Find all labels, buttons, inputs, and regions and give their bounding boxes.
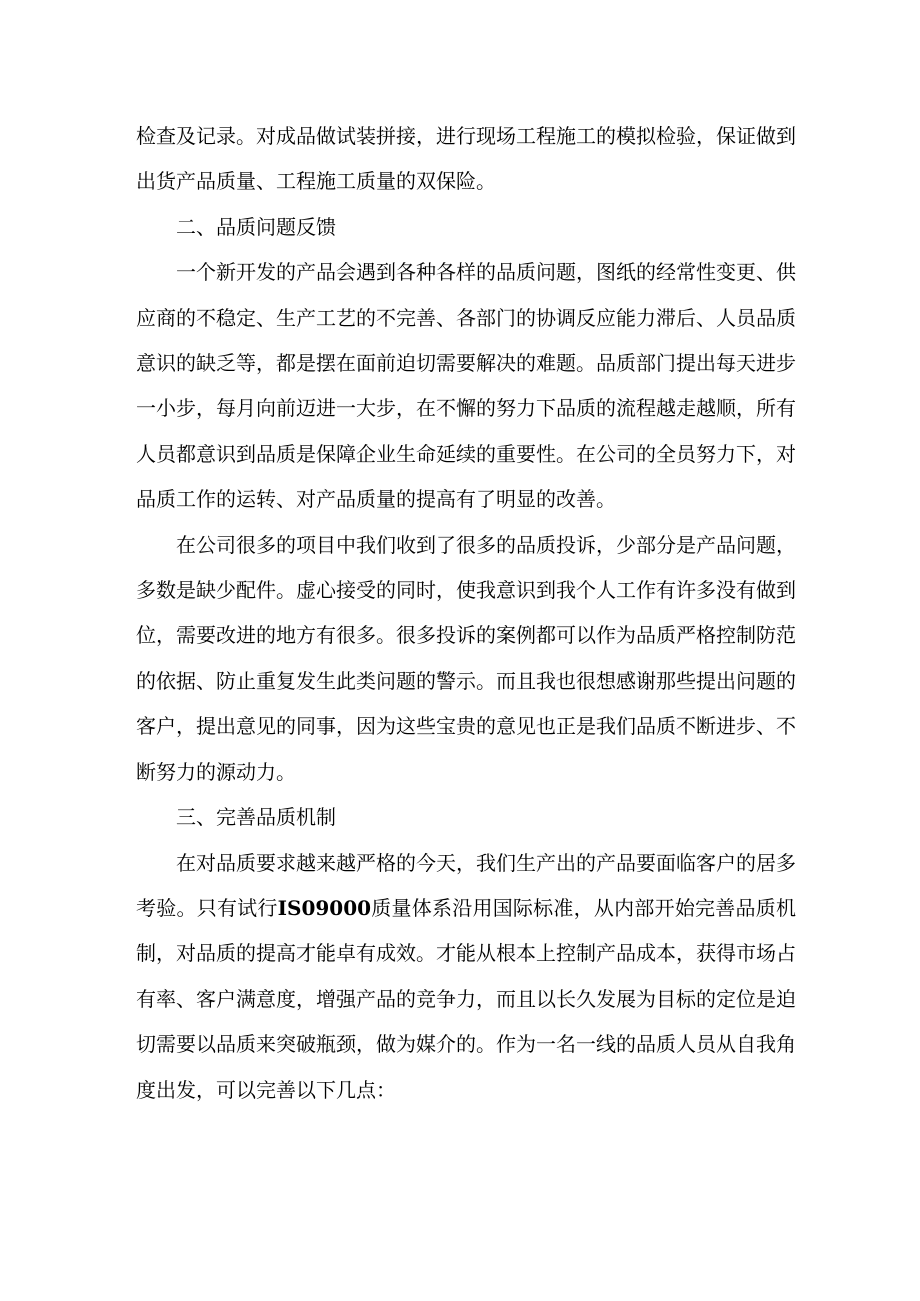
document-page: [136, 114, 796, 1113]
section-heading-3: 三、完善品质机制: [176, 805, 336, 830]
paragraph-text-part-a: 在对品质要求越来越严格的今天，我们生产出的产品要面临客户的居多考验。只有试行: [136, 850, 796, 920]
paragraph-text-part-b: 质量体系沿用国际标准，从内部开始完善品质机制，对品质的提高才能卓有成效。才能从根本上控制产品成本，获得市场占有率、客户满意度，增强产品的竞争力，而且以长久发展为目标的定位是迫切需要以品质来突破瓶颈，做为媒介的。作为一名一线的品质人员从自我角度出发，可以完善以下几点：: [136, 895, 797, 1102]
standard-code: IS09000: [277, 895, 372, 920]
paragraph-quality-mechanism: [136, 841, 796, 1113]
paragraph-quality-issues: 一个新开发的产品会遇到各种各样的品质问题，图纸的经常性变更、供应商的不稳定、生产工艺的不完善、各部门的协调反应能力滞后、人员品质意识的缺乏等，都是摆在面前迫切需要解决的难题。品质部门提出每天进步一小步，每月向前迈进一大步，在不懈的努力下品质的流程越走越顺，所有人员都意识到品质是保障企业生命延续的重要性。在公司的全员努力下，对品质工作的运转、对产品质量的提高有了明显的改善。: [136, 260, 796, 512]
section-heading-2: 二、品质问题反馈: [176, 214, 336, 239]
paragraph-continuation: 检查及记录。对成品做试装拼接，进行现场工程施工的模拟检验，保证做到出货产品质量、工程施工质量的双保险。: [136, 124, 796, 194]
paragraph-complaints: 在公司很多的项目中我们收到了很多的品质投诉，少部分是产品问题，多数是缺少配件。虚心接受的同时，使我意识到我个人工作有许多没有做到位，需要改进的地方有很多。很多投诉的案例都可以作为品质严格控制防范的依据、防止重复发生此类问题的警示。而且我也很想感谢那些提出问题的客户，提出意见的同事，因为这些宝贵的意见也正是我们品质不断进步、不断努力的源动力。: [136, 532, 796, 784]
